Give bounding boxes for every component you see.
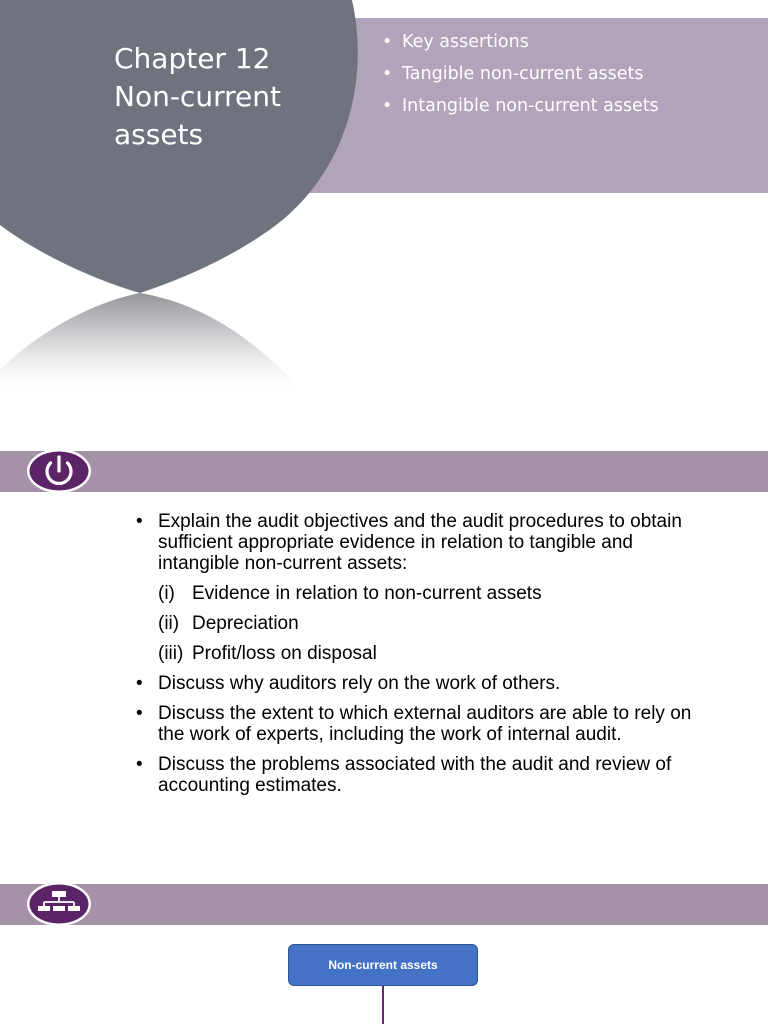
topic-item: • Intangible non-current assets [382, 90, 659, 122]
chapter-name-line2: assets [114, 118, 204, 151]
objective-text: Explain the audit objectives and the audit procedures to obtain sufficient appropriate evidence in relation to tangible and intangible non-current assets: [158, 511, 682, 574]
topic-item: • Key assertions [382, 26, 659, 58]
diagram-root-node [288, 944, 478, 986]
objective-sub-item [158, 613, 696, 634]
chapter-title [114, 40, 354, 154]
learning-objectives-list [136, 511, 696, 805]
flowchart-icon [26, 881, 92, 927]
sub-item-text: Profit/loss on disposal [192, 643, 377, 664]
objective-item [136, 511, 696, 664]
power-icon [26, 448, 92, 494]
objective-sub-item [158, 643, 696, 664]
chapter-name-line1: Non-current [114, 80, 281, 113]
sub-item-marker: (iii) [158, 643, 184, 664]
teardrop-reflection [0, 293, 305, 395]
sub-item-marker: (ii) [158, 613, 180, 634]
sub-item-text: Depreciation [192, 613, 299, 634]
structure-section-bar [0, 884, 768, 925]
objective-sub-list [158, 583, 696, 664]
diagram-connector-line [382, 986, 384, 1024]
sub-item-text: Evidence in relation to non-current assets [192, 583, 542, 604]
sub-item-marker: (i) [158, 583, 175, 604]
objective-item: • Discuss the problems associated with the audit and review of accounting estimates. [136, 754, 696, 796]
chapter-number: Chapter 12 [114, 42, 271, 75]
topic-item: • Tangible non-current assets [382, 58, 659, 90]
objective-item: • Discuss why auditors rely on the work of others. [136, 673, 696, 694]
topic-list [382, 26, 659, 122]
objective-sub-item [158, 583, 696, 604]
diagram-root-label: Non-current assets [328, 958, 438, 972]
objective-item: • Discuss the extent to which external auditors are able to rely on the work of experts, including the work of internal audit. [136, 703, 696, 745]
objectives-section-bar [0, 451, 768, 492]
